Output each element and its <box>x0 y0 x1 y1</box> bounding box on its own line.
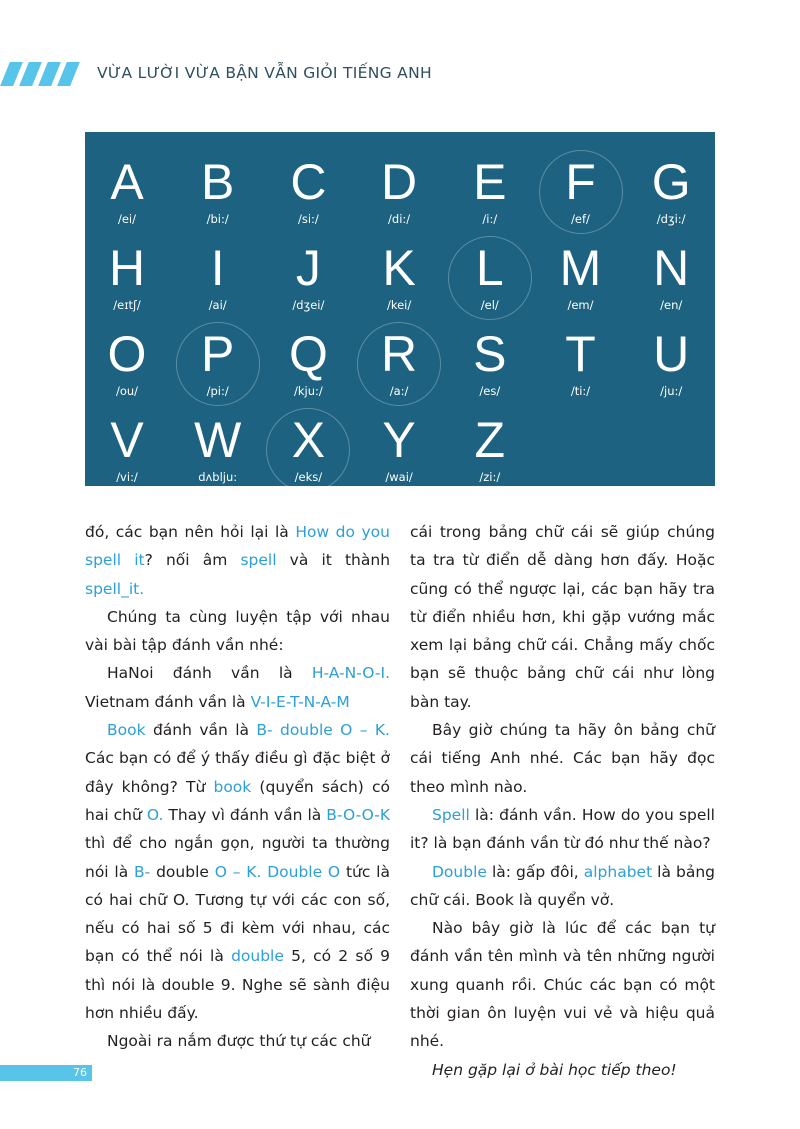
page-number: 76 <box>73 1066 87 1079</box>
paragraph <box>410 914 715 1055</box>
alphabet-panel <box>85 132 715 486</box>
paragraph <box>85 603 390 660</box>
pronunciation: /wai/ <box>385 470 413 484</box>
pronunciation: /ju:/ <box>660 384 683 398</box>
pronunciation: /a:/ <box>389 384 409 398</box>
pronunciation: /si:/ <box>297 212 319 226</box>
body-text: là bảng chữ cái. Book là quyển vở. <box>410 862 715 909</box>
body-text: Vietnam đánh vần là <box>85 692 251 711</box>
letter-cell-l <box>445 226 535 314</box>
pronunciation: /i:/ <box>482 212 498 226</box>
paragraph <box>85 716 390 1027</box>
letter-cell-y <box>354 398 444 486</box>
highlighted-term: Book <box>107 721 146 740</box>
pronunciation: dʌblju: <box>198 470 238 484</box>
pronunciation: /em/ <box>567 298 594 312</box>
letter: B <box>201 154 235 210</box>
paragraph <box>410 716 715 801</box>
letter: J <box>295 240 321 296</box>
body-text: (quyển sách) có hai chữ <box>85 777 390 824</box>
pronunciation: /ti:/ <box>570 384 591 398</box>
highlighted-term: double <box>231 947 284 966</box>
body-text: và it thành <box>276 551 391 570</box>
letter-cell-x <box>263 398 353 486</box>
body-text: là: gấp đôi, <box>486 862 584 881</box>
paragraph <box>85 518 390 603</box>
letter-cell-g <box>626 140 716 228</box>
letter: D <box>381 154 418 210</box>
body-text: double <box>150 862 215 881</box>
letter-cell-j <box>263 226 353 314</box>
pronunciation: /ai/ <box>208 298 227 312</box>
letter: O <box>107 326 147 382</box>
pronunciation: /ou/ <box>115 384 139 398</box>
body-text: đó, các bạn nên hỏi lại là <box>85 523 296 541</box>
pronunciation: /di:/ <box>388 212 411 226</box>
paragraph <box>410 518 715 716</box>
left-text-column <box>85 518 390 1056</box>
highlighted-term: Spell <box>432 805 470 824</box>
highlighted-term: book <box>213 777 252 796</box>
letter: H <box>108 240 146 296</box>
letter-cell-m <box>536 226 626 314</box>
body-text: tức là có hai chữ O. Tương tự với các con số, nếu có hai số 5 đi kèm với nhau, các bạn có thể nói là <box>85 862 390 966</box>
letter: I <box>210 240 225 296</box>
header-stripes-decoration <box>0 62 92 86</box>
paragraph <box>410 801 715 858</box>
letter-cell-r <box>354 312 444 400</box>
letter-cell-d <box>354 140 444 228</box>
highlighted-term: V-I-E-T-N-A-M <box>250 692 350 711</box>
letter: E <box>473 154 507 210</box>
pronunciation: /dʒi:/ <box>656 212 686 226</box>
letter: Y <box>382 412 416 468</box>
letter-cell-u <box>626 312 716 400</box>
paragraph <box>410 858 715 915</box>
letter-cell-z <box>445 398 535 486</box>
body-text: 5, có 2 số 9 thì nói là double 9. Nghe sẽ sành điệu hơn nhiều đấy. <box>85 947 390 1023</box>
letter: X <box>291 412 326 468</box>
letter: A <box>110 154 144 210</box>
letter: W <box>194 412 242 468</box>
letter-cell-a <box>82 140 172 228</box>
letter: T <box>565 326 596 382</box>
body-text: đánh vần là <box>145 721 257 740</box>
body-text: Ngoài ra nắm được thứ tự các chữ <box>107 1032 371 1051</box>
letter-cell-p <box>173 312 263 400</box>
letter-cell-s <box>445 312 535 400</box>
letter-cell-f <box>536 140 626 228</box>
highlighted-term: Double O <box>267 862 341 881</box>
paragraph <box>85 659 390 716</box>
highlighted-term: B- <box>134 862 151 881</box>
letter-cell-o <box>82 312 172 400</box>
letter-cell-b <box>173 140 263 228</box>
letter-cell-q <box>263 312 353 400</box>
letter-cell-n <box>626 226 716 314</box>
pronunciation: /zi:/ <box>479 470 501 484</box>
pronunciation: /eks/ <box>294 470 323 484</box>
letter: F <box>565 154 596 210</box>
body-text: Hẹn gặp lại ở bài học tiếp theo! <box>432 1060 677 1079</box>
pronunciation: /eɪtʃ/ <box>113 298 141 312</box>
letter-cell-e <box>445 140 535 228</box>
body-text: Nào bây giờ là lúc để các bạn tự đánh vần tên mình và tên những người xung quanh rồi. Chúc các bạn có một thời gian ôn luyện vui vẻ và hiệu quả nhé. <box>410 919 715 1051</box>
pronunciation: /kei/ <box>386 298 412 312</box>
highlighted-term: H-A-N-O-I. <box>311 664 390 683</box>
letter: Q <box>288 326 328 382</box>
right-text-column <box>410 518 715 1084</box>
body-text: Các bạn có để ý thấy điều gì đặc biệt ở đây không? Từ <box>85 749 390 796</box>
highlighted-term: O – K. <box>214 862 262 881</box>
letter: M <box>559 240 602 296</box>
letter: G <box>651 154 691 210</box>
pronunciation: /pi:/ <box>206 384 229 398</box>
body-text: là: đánh vần. How do you spell it? là bạn đánh vần từ đó như thế nào? <box>410 805 715 853</box>
letter: S <box>473 326 507 382</box>
body-text: Chúng ta cùng luyện tập với nhau vài bài tập đánh vần nhé: <box>85 607 390 655</box>
pronunciation: /es/ <box>479 384 501 398</box>
letter: R <box>381 326 418 382</box>
pronunciation: /dʒei/ <box>292 298 325 312</box>
body-text: Bây giờ chúng ta hãy ôn bảng chữ cái tiếng Anh nhé. Các bạn hãy đọc theo mình nào. <box>410 721 715 796</box>
pronunciation: /ef/ <box>571 212 590 226</box>
letter-cell-t <box>536 312 626 400</box>
highlighted-term: B-O-O-K <box>326 805 390 824</box>
highlighted-term: O. <box>146 805 164 824</box>
letter: V <box>110 412 144 468</box>
letter: K <box>382 240 416 296</box>
pronunciation: /ei/ <box>117 212 137 226</box>
letter-cell-w <box>173 398 263 486</box>
highlighted-term: alphabet <box>583 862 653 881</box>
letter: Z <box>474 412 506 468</box>
letter: L <box>475 240 504 296</box>
highlighted-term: Double <box>432 862 487 881</box>
pronunciation: /kju:/ <box>294 384 323 398</box>
pronunciation: /el/ <box>480 298 499 312</box>
letter-cell-v <box>82 398 172 486</box>
letter-cell-k <box>354 226 444 314</box>
body-text: cái trong bảng chữ cái sẽ giúp chúng ta tra từ điển dễ dàng hơn đấy. Hoặc cũng có thể ngược lại, các bạn hãy tra từ điển nhiều hơn, khi gặp vướng mắc xem lại bảng chữ cái. Chẳng mấy chốc bạn sẽ thuộc bảng chữ cái như lòng bàn tay. <box>410 523 715 711</box>
letter-cell-i <box>173 226 263 314</box>
letter: P <box>201 326 235 382</box>
pronunciation: /vi:/ <box>116 470 138 484</box>
paragraph <box>410 1056 715 1084</box>
highlighted-term: spell_it. <box>85 579 145 598</box>
highlighted-term: spell <box>240 551 277 570</box>
body-text: thì để cho ngắn gọn, người ta thường nói là <box>85 834 390 881</box>
letter: U <box>653 326 690 382</box>
letter-cell-c <box>263 140 353 228</box>
body-text: ? nối âm <box>144 551 241 570</box>
pronunciation: /en/ <box>660 298 683 312</box>
running-header-title: VỪA LƯỜI VỪA BẬN VẪN GIỎI TIẾNG ANH <box>97 64 432 82</box>
paragraph <box>85 1027 390 1055</box>
highlighted-term: B- double O – K. <box>256 721 390 740</box>
letter-cell-h <box>82 226 172 314</box>
letter: C <box>290 154 327 210</box>
body-text: Thay vì đánh vần là <box>163 805 327 824</box>
pronunciation: /bi:/ <box>206 212 229 226</box>
highlighted-term: How do you spell it <box>85 523 390 570</box>
body-text: HaNoi đánh vần là <box>107 664 312 683</box>
letter: N <box>653 240 690 296</box>
